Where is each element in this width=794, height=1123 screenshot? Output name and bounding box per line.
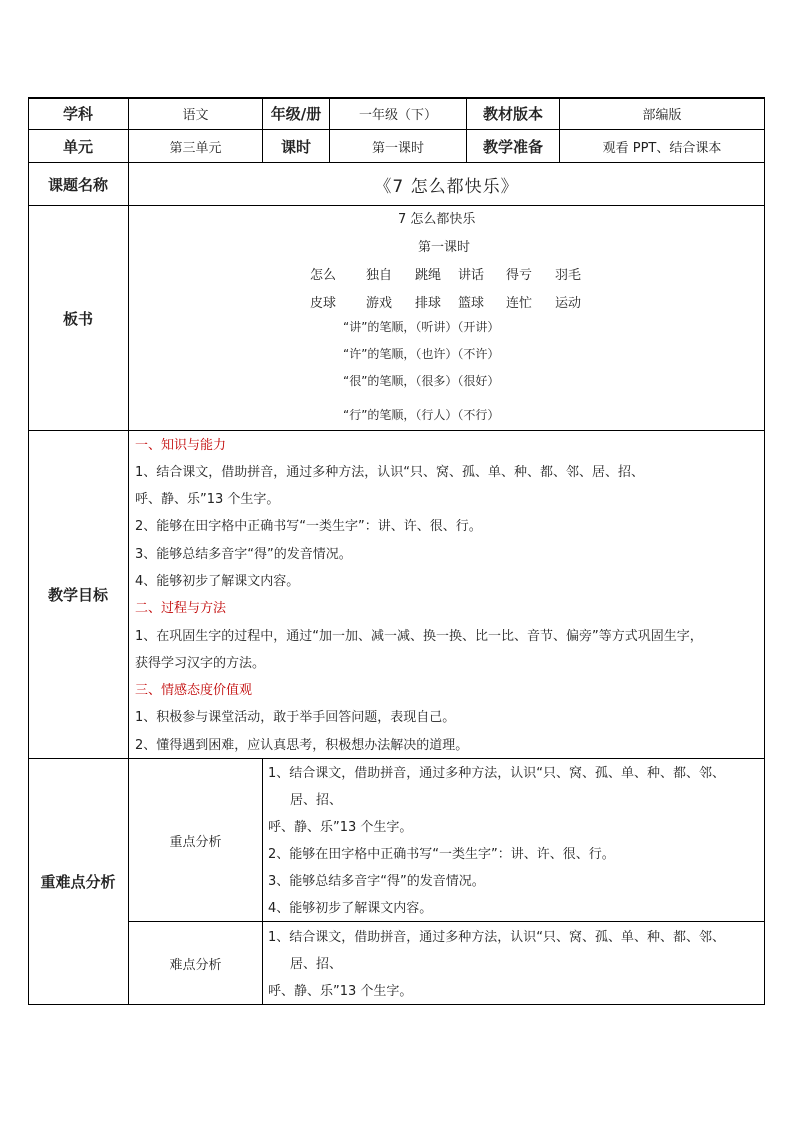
col-divider xyxy=(262,758,263,1005)
lesson-value: 第一课时 xyxy=(371,140,424,156)
objectives-text: 获得学习汉字的方法。 xyxy=(135,656,266,671)
objectives-text: 1、在巩固生字的过程中，通过“加一加、减一减、换一换、比一比、音节、偏旁”等方式巩固生字， xyxy=(135,629,703,644)
lesson-label: 课时 xyxy=(280,137,311,156)
table-border-right xyxy=(764,97,765,1005)
board-word: 皮球 xyxy=(310,296,337,311)
edition-value: 部编版 xyxy=(642,108,682,123)
objectives-section-heading: 一、知识与能力 xyxy=(135,438,227,453)
board-stroke-line: “许”的笔顺，（也许）（不许） xyxy=(343,347,500,361)
row-divider xyxy=(28,430,765,431)
unit-label: 单元 xyxy=(62,137,93,156)
subject-value: 语文 xyxy=(182,108,209,123)
difficult-points-text: 1、结合课文，借助拼音，通过多种方法，认识“只、窝、孤、单、种、都、邻、 xyxy=(268,930,726,945)
subject-label: 学科 xyxy=(62,105,93,123)
prep-label: 教学准备 xyxy=(482,137,543,156)
board-word: 篮球 xyxy=(458,296,485,311)
board-word: 跳绳 xyxy=(415,268,442,283)
key-points-text: 居、招、 xyxy=(290,793,343,808)
grade-value: 一年级（下） xyxy=(358,108,437,123)
board-word: 连忙 xyxy=(506,296,533,311)
topic-label: 课题名称 xyxy=(47,175,108,194)
key-points-text: 4、能够初步了解课文内容。 xyxy=(268,901,433,916)
objectives-text: 4、能够初步了解课文内容。 xyxy=(135,574,300,589)
key-points-text: 1、结合课文，借助拼音，通过多种方法，认识“只、窝、孤、单、种、都、邻、 xyxy=(268,766,726,781)
objectives-text: 3、能够总结多音字“得”的发音情况。 xyxy=(135,547,352,562)
grade-label: 年级/册 xyxy=(270,105,322,123)
board-word: 独自 xyxy=(366,268,393,283)
analysis-label: 重难点分析 xyxy=(40,873,116,891)
objectives-text: 1、积极参与课堂活动，敢于举手回答问题，表现自己。 xyxy=(135,710,456,725)
key-points-text: 呼、静、乐”13 个生字。 xyxy=(268,820,413,835)
key-points-text: 2、能够在田字格中正确书写“一类生字”：讲、许、很、行。 xyxy=(268,847,615,862)
board-word: 得亏 xyxy=(506,268,533,283)
board-stroke-line: “行”的笔顺，（行人）（不行） xyxy=(343,408,500,422)
unit-value: 第三单元 xyxy=(169,140,222,156)
board-title: 7 怎么都快乐 xyxy=(398,212,476,227)
board-stroke-line: “讲”的笔顺，（听讲）（开讲） xyxy=(343,320,500,334)
board-word: 运动 xyxy=(555,296,582,311)
board-word: 讲话 xyxy=(458,268,485,283)
board-word: 羽毛 xyxy=(555,268,582,283)
objectives-section-heading: 二、过程与方法 xyxy=(135,601,227,616)
objectives-text: 2、懂得遇到困难，应认真思考，积极想办法解决的道理。 xyxy=(135,738,469,753)
difficult-points-label: 难点分析 xyxy=(169,957,222,973)
key-points-label: 重点分析 xyxy=(169,834,222,850)
board-word: 游戏 xyxy=(366,296,393,311)
difficult-points-text: 居、招、 xyxy=(290,957,343,972)
difficult-points-text: 呼、静、乐”13 个生字。 xyxy=(268,984,413,999)
board-word: 怎么 xyxy=(310,268,337,283)
topic-value: 《7 怎么都快乐》 xyxy=(374,176,519,197)
row-divider xyxy=(28,205,765,206)
objectives-text: 2、能够在田字格中正确书写“一类生字”：讲、许、很、行。 xyxy=(135,519,482,534)
edition-label: 教材版本 xyxy=(482,105,543,123)
objectives-label: 教学目标 xyxy=(47,586,108,604)
prep-value: 观看 PPT、结合课本 xyxy=(602,140,722,156)
key-points-text: 3、能够总结多音字“得”的发音情况。 xyxy=(268,874,485,889)
objectives-text: 呼、静、乐”13 个生字。 xyxy=(135,492,280,507)
objectives-text: 1、结合课文，借助拼音，通过多种方法，认识“只、窝、孤、单、种、都、邻、居、招、 xyxy=(135,465,645,480)
board-stroke-line: “很”的笔顺，（很多）（很好） xyxy=(343,374,500,388)
board-word: 排球 xyxy=(415,296,442,311)
board-label: 板书 xyxy=(62,309,93,328)
board-subtitle: 第一课时 xyxy=(418,240,471,255)
objectives-section-heading: 三、情感态度价值观 xyxy=(135,683,253,698)
table-border-bottom xyxy=(28,1004,765,1005)
